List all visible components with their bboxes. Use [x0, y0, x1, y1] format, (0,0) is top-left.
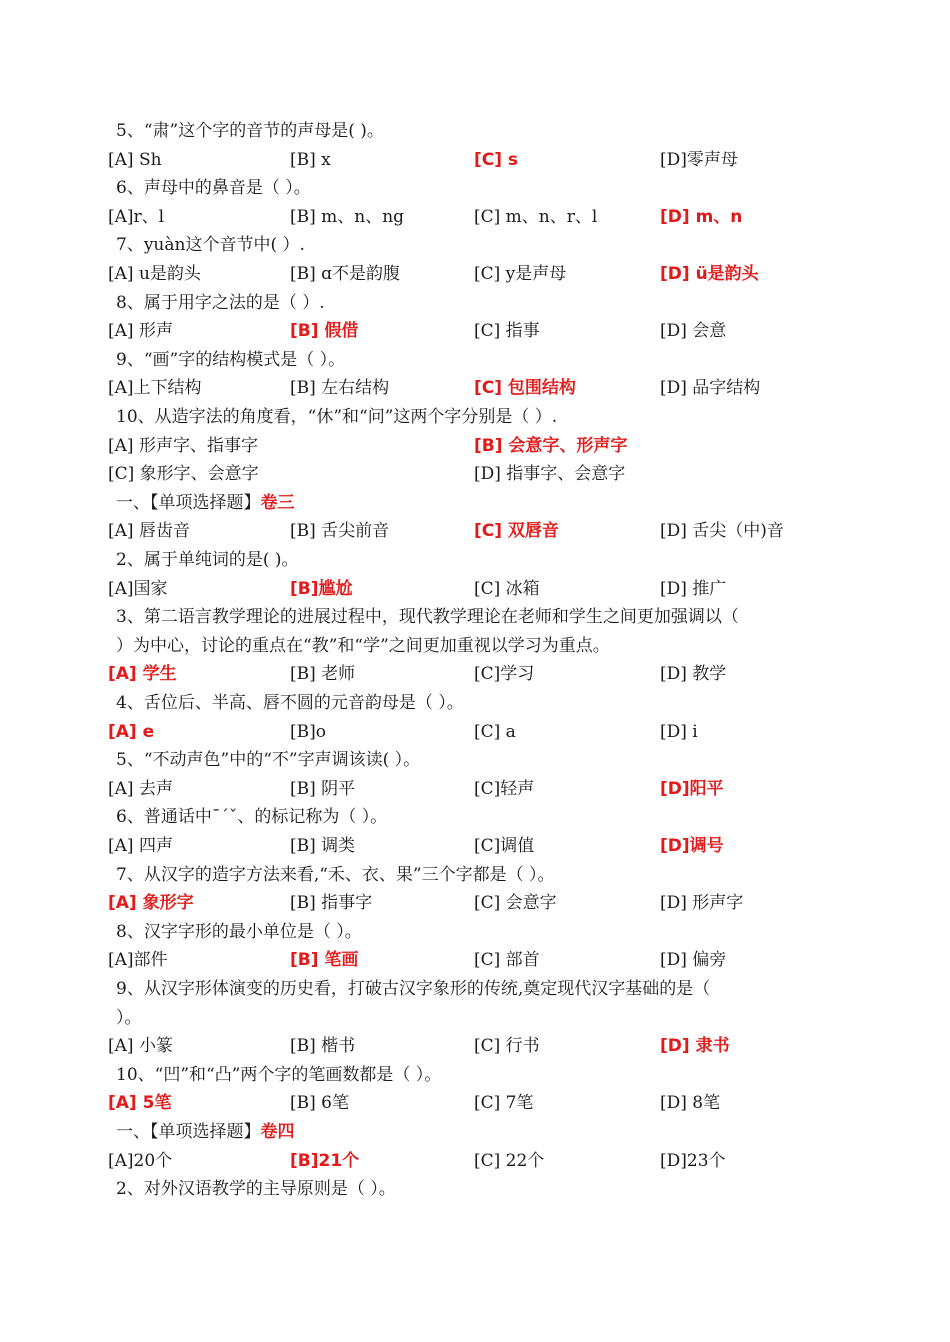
correct-option: [C] 双唇音 — [474, 521, 559, 542]
answer-option: [D] 会意 — [660, 321, 727, 342]
answer-option: [B] ɑ不是韵腹 — [290, 264, 401, 284]
answer-option: [C] m、n、r、l — [474, 206, 598, 227]
answer-option: [D]23个 — [660, 1150, 726, 1171]
answer-option: [C]学习 — [474, 664, 535, 685]
answer-option: [B]o — [290, 721, 326, 742]
answer-option: [C] 象形字、会意字 — [108, 464, 259, 485]
answer-option: [C]调值 — [474, 836, 535, 856]
answer-option: [D] 8笔 — [660, 1093, 721, 1114]
correct-option: [B] 假借 — [290, 321, 359, 342]
answer-option: [A]上下结构 — [108, 378, 202, 399]
answer-option: [A]r、l — [108, 206, 165, 227]
answer-option: [C] 冰箱 — [474, 578, 540, 599]
section-heading: 一、【单项选择题】卷四 — [116, 1122, 295, 1142]
answer-option: [C] 部首 — [474, 950, 540, 971]
answer-option: [A]部件 — [108, 950, 168, 971]
correct-option: [A] 5笔 — [108, 1093, 172, 1114]
correct-option: [D] 隶书 — [660, 1036, 730, 1057]
section-volume-label: 卷三 — [260, 492, 295, 513]
correct-option: [B] 笔画 — [290, 950, 359, 971]
question-text: 10、“凹”和“凸”两个字的笔画数都是（ ）。 — [116, 1064, 442, 1085]
answer-option: [C] 22个 — [474, 1150, 545, 1171]
question-text: ）为中心，讨论的重点在“教”和“学”之间更加重视以学习为重点。 — [116, 635, 610, 656]
answer-option: [A] Sh — [108, 149, 162, 170]
question-text: 7、yuàn这个音节中( ）. — [116, 235, 305, 256]
answer-option: [A]国家 — [108, 578, 168, 599]
answer-option: [A] 小篆 — [108, 1036, 173, 1057]
answer-option: [A] u是韵头 — [108, 264, 201, 284]
answer-option: [B] 楷书 — [290, 1036, 356, 1057]
answer-option: [C] 指事 — [474, 321, 540, 342]
answer-option: [D]零声母 — [660, 149, 738, 170]
question-text: 2、属于单纯词的是( )。 — [116, 550, 299, 570]
answer-option: [D] 指事字、会意字 — [474, 464, 626, 485]
answer-option: [A] 唇齿音 — [108, 521, 190, 542]
answer-option: [B] x — [290, 149, 331, 170]
question-text: 2、对外汉语教学的主导原则是（ ）。 — [116, 1179, 396, 1200]
answer-option: [B] 左右结构 — [290, 378, 390, 399]
correct-option: [A] 象形字 — [108, 893, 194, 914]
correct-option: [D]调号 — [660, 836, 724, 856]
answer-option: [B] m、n、ng — [290, 206, 405, 227]
correct-option: [B] 会意字、形声字 — [474, 435, 628, 456]
question-text: 7、从汉字的造字方法来看,“禾、衣、果”三个字都是（ ）。 — [116, 864, 555, 885]
section-heading: 一、【单项选择题】卷三 — [116, 492, 295, 513]
answer-option: [D] 偏旁 — [660, 950, 727, 971]
question-text: 9、“画”字的结构模式是（ ）。 — [116, 349, 346, 370]
answer-option: [B] 6笔 — [290, 1093, 349, 1114]
correct-option: [D] m、n — [660, 206, 743, 227]
question-text: 3、第二语言教学理论的进展过程中，现代教学理论在老师和学生之间更加强调以（ — [116, 607, 739, 628]
answer-option: [B] 阴平 — [290, 778, 356, 799]
answer-option: [C] 会意字 — [474, 893, 557, 914]
answer-option: [B] 调类 — [290, 836, 356, 856]
answer-option: [B] 老师 — [290, 664, 356, 685]
answer-option: [C]轻声 — [474, 778, 535, 799]
correct-option: [D]阳平 — [660, 778, 724, 799]
answer-option: [C] 7笔 — [474, 1093, 534, 1114]
answer-option: [A] 去声 — [108, 778, 173, 799]
correct-option: [C] 包围结构 — [474, 378, 576, 399]
question-text: 8、汉字字形的最小单位是（ ）。 — [116, 921, 362, 942]
answer-option: [D] i — [660, 721, 698, 742]
correct-option: [A] e — [108, 721, 155, 742]
answer-option: [A] 四声 — [108, 836, 173, 856]
correct-option: [B]21个 — [290, 1150, 360, 1171]
section-volume-label: 卷四 — [260, 1122, 295, 1142]
answer-option: [D] 形声字 — [660, 893, 744, 914]
answer-option: [C] y是声母 — [474, 264, 567, 284]
answer-option: [B] 指事字 — [290, 893, 373, 914]
answer-option: [C] a — [474, 721, 516, 742]
answer-option: [A]20个 — [108, 1150, 173, 1171]
answer-option: [D] 教学 — [660, 664, 727, 685]
question-text: 8、属于用字之法的是（ ）. — [116, 292, 325, 313]
correct-option: [B]尴尬 — [290, 578, 353, 599]
answer-option: [D] 推广 — [660, 578, 727, 599]
question-text: ）。 — [116, 1007, 142, 1028]
answer-option: [D] 品字结构 — [660, 378, 761, 399]
question-text: 5、“不动声色”中的“不”字声调该读( ）。 — [116, 750, 421, 771]
question-text: 5、“肃”这个字的音节的声母是( )。 — [116, 121, 384, 141]
question-text: 10、从造字法的角度看，“休”和“问”这两个字分别是（ ）. — [116, 407, 558, 427]
question-text: 4、舌位后、半高、唇不圆的元音韵母是（ ）。 — [116, 693, 464, 713]
question-text: 6、声母中的鼻音是（ ）。 — [116, 178, 311, 199]
answer-option: [C] 行书 — [474, 1036, 540, 1057]
question-text: 9、从汉字形体演变的历史看，打破古汉字象形的传统,奠定现代汉字基础的是（ — [116, 979, 711, 999]
answer-option: [A] 形声字、指事字 — [108, 435, 258, 456]
answer-option: [B] 舌尖前音 — [290, 521, 390, 542]
question-text: 6、普通话中ˉˊˇ、的标记称为（ ）。 — [116, 807, 388, 828]
answer-option: [A] 形声 — [108, 321, 173, 342]
correct-option: [A] 学生 — [108, 664, 177, 685]
correct-option: [D] ü是韵头 — [660, 264, 759, 284]
correct-option: [C] s — [474, 149, 519, 170]
answer-option: [D] 舌尖（中)音 — [660, 521, 784, 542]
